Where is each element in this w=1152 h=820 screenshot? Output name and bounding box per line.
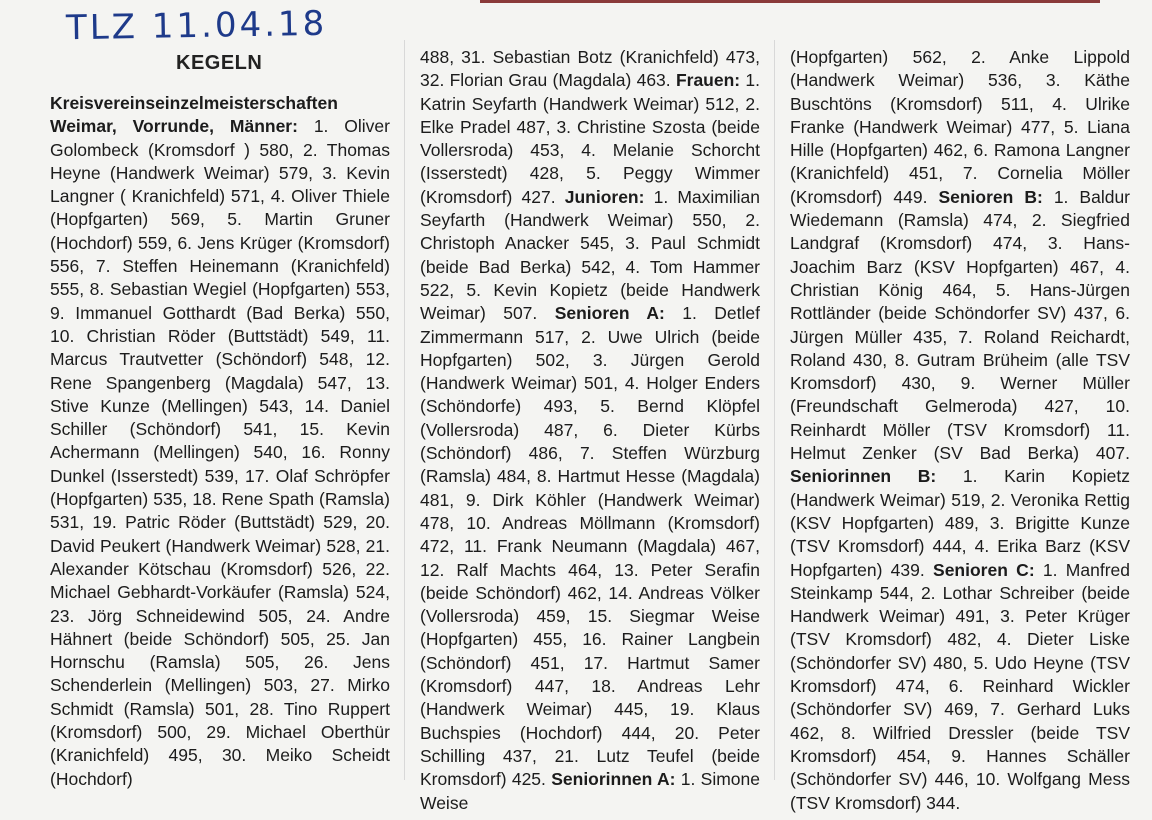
handwritten-date-stamp: TLZ 11.04.18 — [65, 3, 328, 49]
top-border-line — [480, 0, 1100, 3]
section-title-seniorinnen-a: Seniorinnen A: — [551, 769, 676, 790]
section-title-senioren-a: Senioren A: — [554, 303, 665, 324]
paragraph — [50, 92, 390, 791]
results-text: 1. Baldur Wiedemann (Ramsla) 474, 2. Siegfried Landgraf (Kromsdorf) 474, 3. Hans-Joachim Barz (KSV Hopfgarten) 467, 4. Christian König 464, 5. Hans-Jürgen Rottländer (beide Schöndorfer SV) 437, 6. Jürgen Müller 435, 7. Roland Reichardt, Roland 430, 8. Gutram Brüheim (alle TSV Kromsdorf) 430, 9. Werner Müller (Freundschaft Gelmeroda) 427, 10. Reinhardt Möller (TSV Kromsdorf) 11. Helmut Zenker (SV Bad Berka) 407. — [790, 186, 1131, 464]
results-text: (Hopfgarten) 562, 2. Anke Lippold (Handwerk Weimar) 536, 3. Käthe Buschtöns (Kromsdorf) 511, 4. Ulrike Franke (Handwerk Weimar) 477, 5. Liana Hille (Hopfgarten) 462, 6. Ramona Langner (Kranichfeld) 451, 7. Cornelia Möller (Kromsdorf) 449. — [790, 47, 1130, 207]
results-text: 1. Katrin Seyfarth (Handwerk Weimar) 512, 2. Elke Pradel 487, 3. Christine Szosta (beide Vollersroda) 453, 4. Melanie Schorcht (Isserstedt) 428, 5. Peggy Wimmer (Kromsdorf) 427. — [420, 70, 760, 207]
results-text: 1. Maximilian Seyfarth (Handwerk Weimar) 550, 2. Christoph Anacker 545, 3. Paul Schmidt (beide Bad Berka) 542, 4. Tom Hammer 522, 5. Kevin Kopietz (beide Handwerk Weimar) 507. — [420, 186, 760, 324]
section-title-junioren: Junioren: — [564, 186, 645, 207]
results-text: 1. Detlef Zimmermann 517, 2. Uwe Ulrich (beide Hopfgarten) 502, 3. Jürgen Gerold (Handwerk Weimar) 501, 4. Holger Enders (Schöndorfe) 493, 5. Bernd Klöpfel (Vollersroda) 487, 6. Dieter Kürbs (Schöndorf) 486, 7. Steffen Würzburg (Ramsla) 484, 8. Hartmut Hesse (Magdala) 481, 9. Dirk Köhler (Handwerk Weimar) 478, 10. Andreas Möllmann (Kromsdorf) 472, 11. Frank Neumann (Magdala) 467, 12. Ralf Machts 464, 13. Peter Serafin (beide Schöndorf) 462, 14. Andreas Völker (Vollersroda) 459, 15. Siegmar Weise (Hopfgarten) 455, 16. Rainer Langbein (Schöndorf) 451, 17. Hartmut Samer (Kromsdorf) 447, 18. Andreas Lehr (Handwerk Weimar) 445, 19. Klaus Buchspies (Hochdorf) 444, 20. Peter Schilling 437, 21. Lutz Teufel (beide Kromsdorf) 425. — [420, 303, 760, 790]
section-title-frauen: Frauen: — [675, 70, 741, 91]
results-text: 1. Oliver Golombeck (Kromsdorf ) 580, 2. Thomas Heyne (Handwerk Weimar) 579, 3. Kevin Langner ( Kranichfeld) 571, 4. Oliver Thiele (Hopfgarten) 569, 5. Martin Gruner (Hochdorf) 559, 6. Jens Krüger (Kromsdorf) 556, 7. Steffen Heinemann (Kranichfeld) 555, 8. Sebastian Wegiel (Hopfgarten) 553, 9. Immanuel Gotthardt (Bad Berka) 550, 10. Christian Röder (Buttstädt) 549, 11. Marcus Trautvetter (Schöndorf) 548, 12. Rene Spangenberg (Magdala) 547, 13. Stive Kunze (Mellingen) 543, 14. Daniel Schiller (Schöndorf) 541, 15. Kevin Achermann (Mellingen) 540, 16. Ronny Dunkel (Isserstedt) 539, 17. Olaf Schröpfer (Hopfgarten) 535, 18. Rene Spath (Ramsla) 531, 19. Patric Röder (Buttstädt) 529, 20. David Peukert (Handwerk Weimar) 528, 21. Alexander Kötschau (Kromsdorf) 526, 22. Michael Gebhardt-Vorkäufer (Ramsla) 524, 23. Jörg Schneidewind 505, 24. Andre Hähnert (beide Schöndorf) 505, 25. Jan Hornschu (Ramsla) 505, 26. Jens Schenderlein (Mellingen) 503, 27. Mirko Schmidt (Ramsla) 501, 28. Tino Ruppert (Kromsdorf) 500, 29. Michael Oberthür (Kranichfeld) 495, 30. Meiko Scheidt (Hochdorf) — [50, 116, 390, 789]
section-title-senioren-c: Senioren C: — [933, 559, 1035, 580]
column-divider — [774, 40, 775, 780]
paragraph — [790, 46, 1130, 815]
section-title-seniorinnen-b: Seniorinnen B: — [790, 466, 937, 487]
article-column-3 — [790, 46, 1130, 815]
results-text: 1. Karin Kopietz (Handwerk Weimar) 519, 2. Veronika Rettig (KSV Hopfgarten) 489, 3. Brigitte Kunze (TSV Kromsdorf) 444, 4. Erika Barz (KSV Hopfgarten) 439. — [790, 466, 1130, 580]
section-title-senioren-b: Senioren B: — [938, 186, 1043, 207]
column-divider — [404, 40, 405, 780]
article-column-2 — [420, 46, 760, 815]
results-text: 488, 31. Sebastian Botz (Kranichfeld) 473, 32. Florian Grau (Magdala) 463. — [420, 47, 760, 91]
article-heading: KEGELN — [176, 52, 263, 74]
article-column-1 — [50, 92, 390, 791]
results-text: 1. Simone Weise — [420, 769, 761, 813]
paragraph — [420, 46, 760, 815]
results-text: 1. Manfred Steinkamp 544, 2. Lothar Schreiber (beide Handwerk Weimar) 491, 3. Peter Krüger (TSV Kromsdorf) 482, 4. Dieter Liske (Schöndorfer SV) 480, 5. Udo Heyne (TSV Kromsdorf) 474, 6. Reinhard Wickler (Schöndorfer SV) 469, 7. Gerhard Luks 462, 8. Wilfried Dressler (beide TSV Kromsdorf) 454, 9. Hannes Schäller (Schöndorfer SV) 446, 10. Wolfgang Mess (TSV Kromsdorf) 344. — [790, 559, 1130, 813]
section-title-maenner: Kreisvereinseinzelmeisterschaften Weimar, Vorrunde, Männer: — [50, 93, 338, 137]
